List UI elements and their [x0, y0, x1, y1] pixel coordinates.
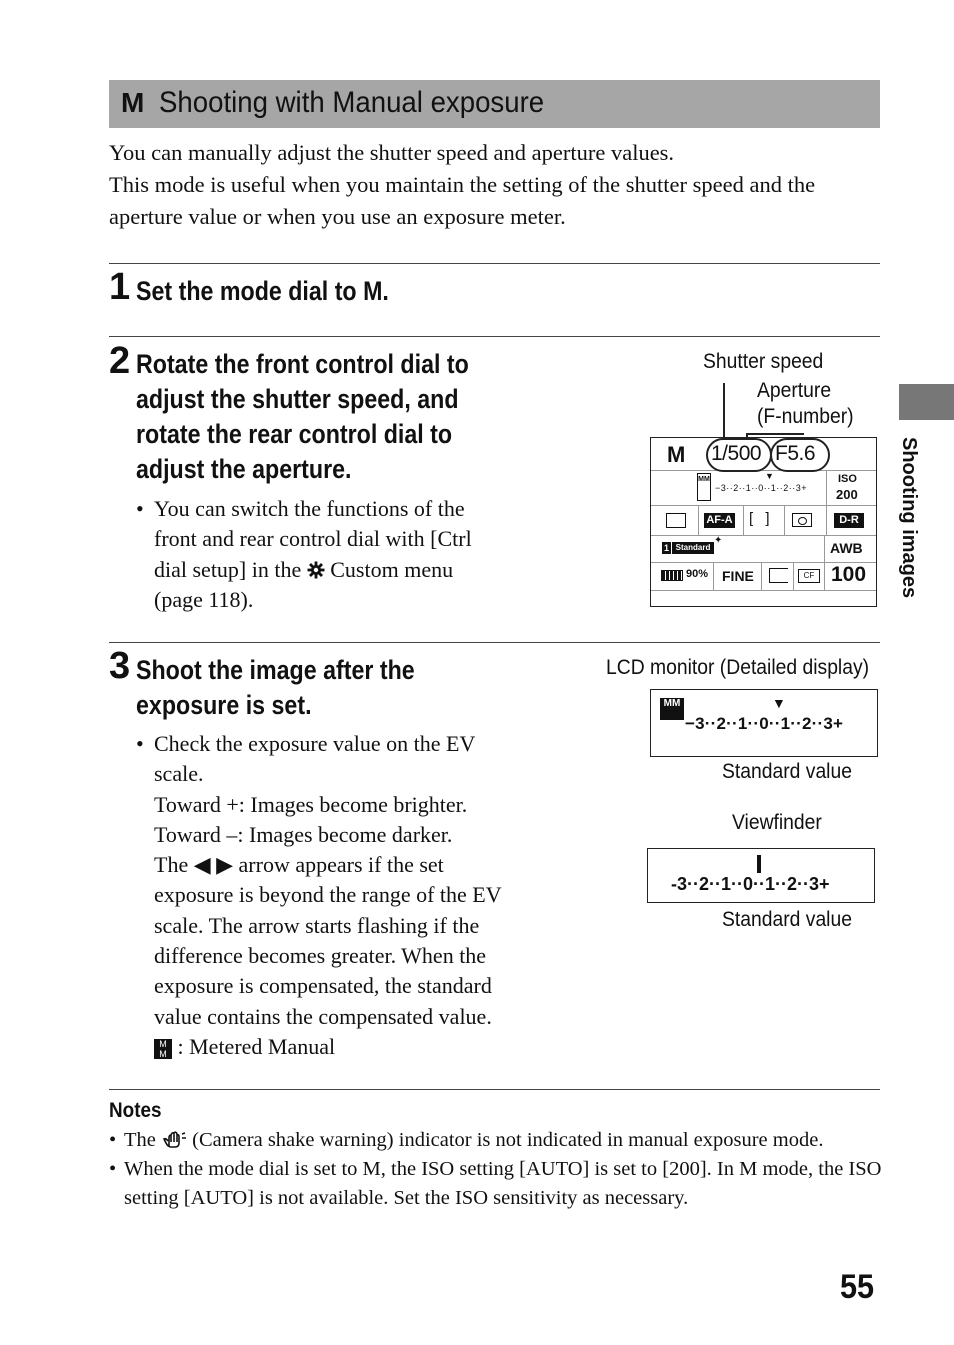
image-quality: FINE [722, 568, 754, 584]
heading-line: Rotate the front control dial to [136, 349, 469, 379]
note-item: • The (Camera shake warning) indicator is not indicated in manual exposure mode. [124, 1126, 884, 1155]
bullet-line: exposure is beyond the range of the EV [154, 882, 502, 908]
heading-line: rotate the rear control dial to [136, 419, 453, 449]
viewfinder-label: Viewfinder [732, 811, 822, 834]
divider [109, 642, 880, 643]
intro-line-2: This mode is useful when you maintain the setting of the shutter speed and the aperture value or when you use an exposure meter. [109, 172, 816, 229]
bullet-line: (page 118). [154, 586, 254, 612]
lcd-monitor-label: LCD monitor (Detailed display) [606, 656, 870, 679]
bullet-dot: • [109, 1158, 117, 1180]
step-1-number: 1 [109, 266, 131, 308]
heading-line: exposure is set. [136, 690, 312, 720]
lcd-ev-scale-box [650, 689, 878, 757]
mode-m-glyph: M [121, 87, 145, 118]
heading-line: adjust the shutter speed, and [136, 384, 459, 414]
step-3-heading [136, 653, 514, 723]
bullet-line: The ◀ ▶ arrow appears if the set [154, 852, 444, 878]
page-title: Shooting with Manual exposure [159, 86, 545, 119]
notes-list [109, 1126, 884, 1213]
bullet-line: scale. The arrow starts flashing if the [154, 912, 480, 938]
metering-icon [792, 513, 812, 527]
metered-manual-icon: M M [154, 1039, 172, 1059]
lcd-aperture: F5.6 [775, 442, 816, 465]
standard-value-label: Standard value [722, 908, 852, 931]
f-number-label: (F-number) [757, 405, 854, 428]
bullet-line: value contains the compensated value. [154, 1003, 492, 1029]
shots-remaining: 100 [831, 563, 867, 586]
heading-line: Shoot the image after the [136, 655, 415, 685]
standard-value-label: Standard value [722, 760, 852, 783]
notes-title: Notes [109, 1099, 162, 1122]
bullet-line: Toward –: Images become darker. [154, 821, 453, 847]
bullet-line: Check the exposure value on the EV [154, 731, 476, 756]
divider [109, 1089, 880, 1090]
section-tab-marker [899, 384, 954, 420]
viewfinder-ev-scale: -3··2··1··0··1··2··3+ [671, 874, 830, 894]
battery-level: 90% [686, 568, 709, 580]
image-size-icon [769, 568, 788, 583]
divider [109, 336, 880, 337]
section-tab-label [893, 437, 923, 617]
lcd-ev-scale: −3··2··1··0··1··2··3+ [715, 483, 808, 493]
mm-badge-icon: MM [697, 473, 711, 501]
aperture-label: Aperture [757, 379, 832, 402]
bullet-line: difference becomes greater. When the [154, 943, 487, 969]
shutter-speed-label: Shutter speed [703, 350, 824, 373]
card-icon: CF [798, 569, 820, 583]
gear-icon [307, 557, 325, 575]
note-item: • When the mode dial is set to M, the ISO setting [AUTO] is set to [200]. In M mode, the ISO setting [AUTO] is not available. Set the ISO sensitivity as necessary. [124, 1155, 884, 1213]
shutter-leader-line [723, 383, 725, 438]
bullet-dot: • [109, 1129, 117, 1151]
heading-line: adjust the aperture. [136, 454, 352, 484]
bullet-line: front and rear control dial with [Ctrl [154, 526, 472, 552]
bullet-dot: • [136, 731, 144, 756]
af-mode-chip: AF-A [704, 513, 735, 528]
iso-value: 200 [836, 487, 858, 502]
bullet-line: M M : Metered Manual [154, 1032, 554, 1062]
bullet-line: dial setup] in the Custom menu [154, 556, 454, 582]
step-3-bullet [136, 729, 554, 1062]
left-right-arrow-icon: ◀ ▶ [193, 852, 234, 878]
step-2-heading [136, 347, 514, 487]
bullet-line: scale. [154, 761, 204, 787]
sparkle-icon: ✦ [714, 535, 723, 546]
standard-value-marker [757, 855, 761, 873]
lcd-mode: M [667, 442, 686, 467]
dro-chip: D-R [834, 513, 864, 528]
ev-pointer-icon: ▼ [765, 471, 774, 481]
step-2-bullet [136, 494, 554, 615]
lcd-display [650, 437, 877, 607]
step-2-number: 2 [109, 340, 131, 382]
af-area-icon: [ ] [749, 510, 774, 527]
single-shot-icon [666, 513, 686, 528]
aperture-leader-line [746, 433, 804, 435]
creative-style-chip: Standard [672, 542, 714, 554]
intro-line-1: You can manually adjust the shutter speed and aperture values. [109, 140, 675, 165]
battery-icon [661, 570, 683, 581]
bullet-line: You can switch the functions of the [154, 496, 465, 521]
divider [109, 263, 880, 264]
style-number-chip: 1 [663, 543, 669, 553]
white-balance: AWB [830, 540, 863, 556]
step-1-heading: Set the mode dial to M. [136, 276, 389, 306]
camera-shake-icon [161, 1128, 187, 1146]
iso-label: ISO [838, 473, 857, 485]
bullet-line: Toward +: Images become brighter. [154, 791, 468, 817]
bullet-line: exposure is compensated, the standard [154, 973, 492, 999]
page-number: 55 [840, 1268, 875, 1306]
lcd-shutter: 1/500 [711, 442, 762, 465]
section-tab-text: Shooting images [898, 437, 920, 599]
intro-paragraph [109, 137, 889, 233]
metered-manual-icon: MM [660, 698, 684, 720]
viewfinder-scale-box [647, 848, 875, 903]
ev-pointer-icon: ▼ [772, 695, 786, 711]
step-3-number: 3 [109, 645, 131, 687]
lcd-ev-scale: −3··2··1··0··1··2··3+ [685, 714, 844, 733]
section-title-bar [109, 80, 880, 128]
bullet-dot: • [136, 496, 144, 521]
